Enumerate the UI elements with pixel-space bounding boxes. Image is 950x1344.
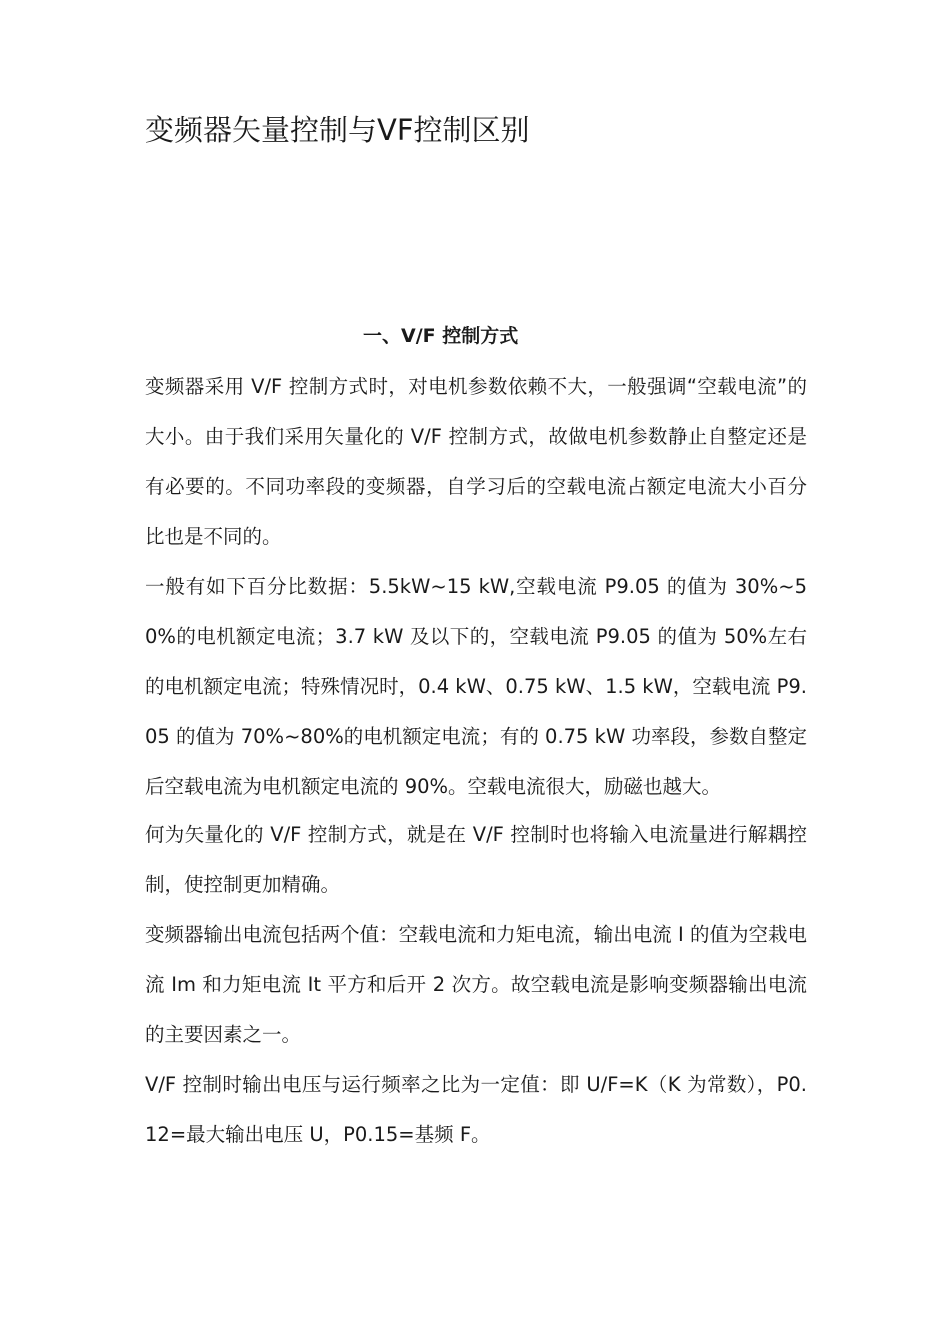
paragraph-output-current: 变频器输出电流包括两个值：空载电流和力矩电流，输出电流 I 的值为空栽电流 Im 和力矩电流 It 平方和后开 2 次方。故空载电流是影响变频器输出电流的主要因素之一。	[145, 923, 807, 1046]
section-heading: 一、V/F 控制方式	[363, 325, 519, 347]
paragraph-vf-ratio: V/F 控制时输出电压与运行频率之比为一定值：即 U/F=K（K 为常数），P0.12=最大输出电压 U，P0.15=基频 F。	[145, 1073, 807, 1146]
paragraph-percentage-data: 一般有如下百分比数据：5.5kW~15 kW,空载电流 P9.05 的值为 30%~50%的电机额定电流；3.7 kW 及以下的，空载电流 P9.05 的值为 50%左右的电机额定电流；特殊情况时，0.4 kW、0.75 kW、1.5 kW，空载电流 P9.05 的值为 70%~80%的电机额定电流；有的 0.75 kW 功率段，参数自整定后空载电流为电机额定电流的 90%。空载电流很大，励磁也越大。	[145, 575, 807, 798]
document-title: 变频器矢量控制与VF控制区别	[145, 113, 530, 147]
paragraph-vector-vf: 何为矢量化的 V/F 控制方式，就是在 V/F 控制时也将输入电流量进行解耦控制，使控制更加精确。	[145, 823, 807, 896]
paragraph-no-load-current: 变频器采用 V/F 控制方式时，对电机参数依赖不大，一般强调“空载电流”的大小。由于我们采用矢量化的 V/F 控制方式，故做电机参数静止自整定还是有必要的。不同功率段的变频器，自学习后的空载电流占额定电流大小百分比也是不同的。	[145, 375, 807, 548]
